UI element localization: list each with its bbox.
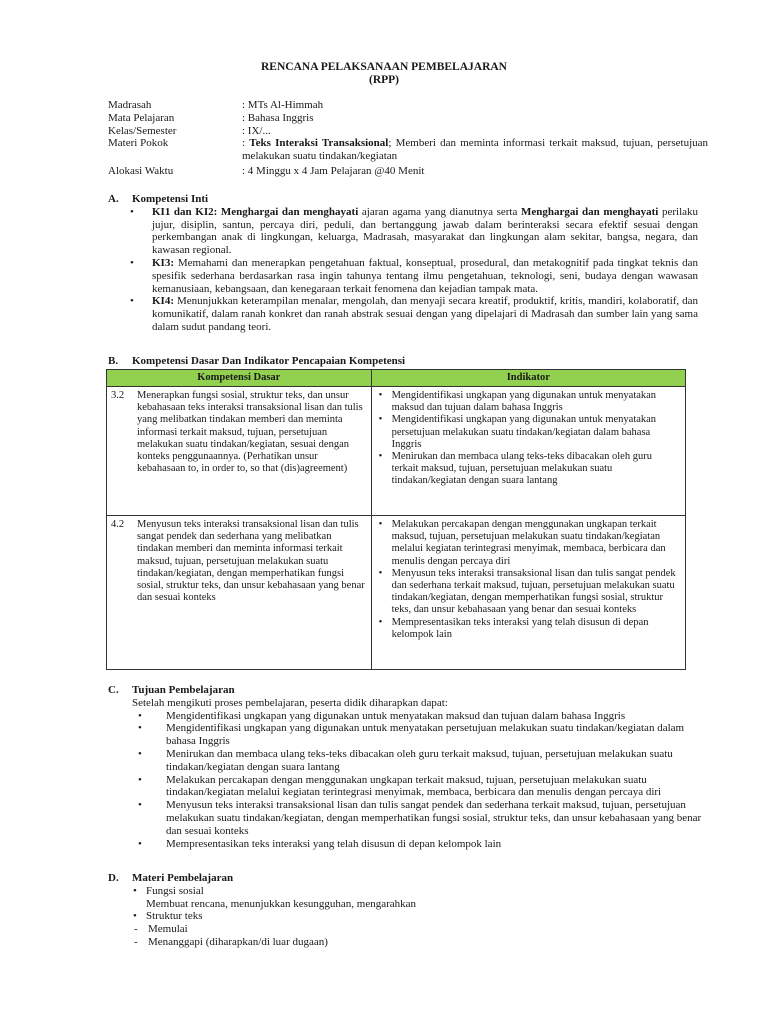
section-kd-heading <box>108 355 698 368</box>
list-item <box>132 799 708 837</box>
section-heading <box>108 355 698 368</box>
bullet-icon: • <box>138 747 142 760</box>
list-item <box>108 257 698 295</box>
dash-icon: - <box>134 935 138 948</box>
column-header: Indikator <box>371 370 685 387</box>
list-item <box>108 295 698 333</box>
indicator-text: Menirukan dan membaca ulang teks-teks dibacakan oleh guru terkait maksud, tujuan, persetujuan melakukan suatu tindakan/kegiatan dengan suara lantang <box>391 451 652 487</box>
section-heading <box>108 684 708 697</box>
table-header-row <box>107 370 686 387</box>
indicator-text: Mengidentifikasi ungkapan yang digunakan untuk menyatakan maksud dan tujuan dalam bahasa Inggris <box>391 390 657 414</box>
list-item <box>376 617 681 641</box>
list-item <box>376 414 681 451</box>
ki-list <box>108 206 698 334</box>
indicator-text: Mempresentasikan teks interaksi yang telah disusun di depan kelompok lain <box>391 616 649 640</box>
info-label: Kelas/Semester <box>108 124 177 137</box>
section-kompetensi-inti <box>108 193 698 334</box>
list-item <box>132 748 708 774</box>
info-row-kelas <box>108 125 708 138</box>
identity-block <box>108 99 708 178</box>
tujuan-text: Mempresentasikan teks interaksi yang telah disusun di depan kelompok lain <box>166 837 502 850</box>
indicator-cell <box>371 387 685 516</box>
section-title: Kompetensi Dasar Dan Indikator Pencapaian Kompetensi <box>132 355 406 367</box>
bullet-icon: • <box>133 910 137 923</box>
bullet-icon: • <box>138 799 142 812</box>
list-item <box>132 774 708 800</box>
bullet-icon: • <box>378 414 383 426</box>
section-title: Materi Pembelajaran <box>132 872 234 884</box>
column-header: Kompetensi Dasar <box>107 370 372 387</box>
kd-text: Menerapkan fungsi sosial, struktur teks, dan unsur kebahasaan teks interaksi transaksional lisan dan tulis yang melibatkan tindakan memberi dan meminta informasi terkait maksud, tujuan, persetujuan melakukan suatu tindakan/kegiatan, sesuai dengan konteks penggunaannya. (Perhatikan unsur kebahasaan to, in order to, so that (dis)agreement) <box>137 390 363 475</box>
tujuan-text: Mengidentifikasi ungkapan yang digunakan untuk menyatakan persetujuan melakukan suatu tindakan/kegiatan dalam bahasa Inggris <box>166 722 685 748</box>
bullet-icon: • <box>138 709 142 722</box>
indicator-text: Menyusun teks interaksi transaksional lisan dan tulis sangat pendek dan sederhana terkait maksud, tujuan, persetujuan melakukan suatu tindakan/kegiatan, dengan memperhatikan fungsi sosial, struktur teks, dan unsur kebahasaan yang benar dan sesuai konteks <box>391 567 676 616</box>
materi-item: Struktur teks <box>146 910 203 923</box>
ki-label: KI3: <box>152 256 174 269</box>
ki-label: KI4: <box>152 295 174 308</box>
kd-number: 3.2 <box>111 390 125 401</box>
list-item <box>132 910 708 923</box>
list-item <box>376 568 681 617</box>
list-item <box>132 838 708 851</box>
bullet-icon: • <box>130 295 134 308</box>
materi-desc: ; Memberi dan meminta informasi terkait maksud, tujuan, persetujuan melakukan suatu tindakan/kegiatan <box>242 137 709 163</box>
list-item <box>108 206 698 257</box>
bullet-icon: • <box>130 205 134 218</box>
list-item <box>132 923 708 936</box>
info-label: Mata Pelajaran <box>108 111 175 124</box>
ki-label: KI1 dan KI2: <box>152 205 218 218</box>
section-materi <box>108 872 708 949</box>
tujuan-list <box>132 710 708 851</box>
kd-number: 4.2 <box>111 519 125 530</box>
section-title: Kompetensi Inti <box>132 193 209 205</box>
kd-cell <box>107 516 372 670</box>
table-row <box>107 516 686 670</box>
tujuan-text: Menirukan dan membaca ulang teks-teks dibacakan oleh guru terkait maksud, tujuan, persetujuan melakukan suatu tindakan/kegiatan dengan suara lantang <box>166 747 673 773</box>
list-item <box>376 451 681 488</box>
tujuan-text: Melakukan percakapan dengan menggunakan ungkapan terkait maksud, tujuan, persetujuan melakukan suatu tindakan/kegiatan melalui kegiatan terintegrasi menyimak, membaca, berbicara dan menulis dengan percaya diri <box>166 773 662 799</box>
table-row <box>107 387 686 516</box>
list-item <box>376 390 681 414</box>
ki-emphasis: Menghargai dan menghayati <box>220 205 359 218</box>
info-value <box>242 137 708 163</box>
materi-subitem: Menanggapi (diharapkan/di luar dugaan) <box>148 935 328 948</box>
kd-indicator-table <box>106 369 686 670</box>
section-letter: B. <box>108 355 119 367</box>
document-title <box>0 61 768 87</box>
tujuan-text: Mengidentifikasi ungkapan yang digunakan untuk menyatakan maksud dan tujuan dalam bahasa Inggris <box>166 709 626 722</box>
dash-icon: - <box>134 923 138 936</box>
bullet-icon: • <box>130 256 134 269</box>
section-letter: C. <box>108 684 119 696</box>
bullet-icon: • <box>138 773 142 786</box>
list-item <box>132 722 708 748</box>
ki-text: ajaran agama yang dianutnya serta <box>361 205 518 218</box>
info-row-madrasah <box>108 99 708 112</box>
title-line-1: RENCANA PELAKSANAAN PEMBELAJARAN <box>261 61 507 73</box>
kd-cell <box>107 387 372 516</box>
materi-topic: Teks Interaksi Transaksional <box>249 137 389 150</box>
ki-text: Memahami dan menerapkan pengetahuan faktual, konseptual, prosedural, dan metakognitif pada tingkat teknis dan spesifik sederhana berdasarkan rasa ingin tahunya tentang ilmu pengetahuan, teknologi, seni, budaya dengan wawasan kemanusiaan, kebangsaan, dan kenegaraan terkait fenomena dan kejadian tampak mata. <box>152 256 698 295</box>
bullet-icon: • <box>138 837 142 850</box>
info-label: Materi Pokok <box>108 137 169 150</box>
tujuan-intro: Setelah mengikuti proses pembelajaran, peserta didik diharapkan dapat: <box>132 696 448 709</box>
materi-item: Fungsi sosial <box>146 884 204 897</box>
bullet-icon: • <box>378 519 383 530</box>
tujuan-text: Menyusun teks interaksi transaksional lisan dan tulis sangat pendek dan sederhana terkait maksud, tujuan, persetujuan melakukan suatu tindakan/kegiatan, dengan memperhatikan fungsi sosial, struktur teks, dan unsur kebahasaan yang benar dan sesuai konteks <box>166 799 702 837</box>
indicator-text: Mengidentifikasi ungkapan yang digunakan untuk menyatakan persetujuan melakukan suatu tindakan/kegiatan dalam bahasa Inggris <box>391 414 657 450</box>
section-letter: D. <box>108 872 119 884</box>
indicator-text: Melakukan percakapan dengan menggunakan ungkapan terkait maksud, tujuan, persetujuan melakukan suatu tindakan/kegiatan melalui kegiatan terintegrasi menyimak, membaca, berbicara dan menulis dengan percaya diri <box>391 519 666 567</box>
materi-detail: Membuat rencana, menunjukkan kesungguhan, mengarahkan <box>146 897 417 910</box>
section-letter: A. <box>108 193 119 205</box>
info-row-alokasi <box>108 165 708 178</box>
info-colon: : <box>242 137 250 150</box>
section-title: Tujuan Pembelajaran <box>132 684 235 696</box>
info-label: Madrasah <box>108 99 152 111</box>
bullet-icon: • <box>378 451 383 463</box>
list-item <box>132 885 708 898</box>
info-value: : 4 Minggu x 4 Jam Pelajaran @40 Menit <box>242 164 425 177</box>
title-line-2: (RPP) <box>368 74 399 86</box>
bullet-icon: • <box>378 390 383 401</box>
info-label: Alokasi Waktu <box>108 164 174 177</box>
info-row-materi <box>108 137 708 163</box>
info-value: : Bahasa Inggris <box>242 111 314 124</box>
ki-text: Menunjukkan keterampilan menalar, mengolah, dan menyaji secara kreatif, produktif, kritis, mandiri, kolaboratif, dan komunikatif, dalam ranah konkret dan ranah abstrak sesuai dengan yang dipelajari di Madrasah dan sumber lain yang sama dalam sudut pandang teori. <box>152 295 699 333</box>
list-item <box>376 519 681 568</box>
info-row-mapel <box>108 112 708 125</box>
list-item <box>132 710 708 723</box>
bullet-icon: • <box>133 884 137 897</box>
kd-text: Menyusun teks interaksi transaksional lisan dan tulis sangat pendek dan sederhana yang melibatkan tindakan memberi dan meminta informasi terkait maksud, tujuan, persetujuan melakukan suatu tindakan/kegiatan, dengan memperhatikan fungsi sosial, struktur teks, dan unsur kebahasaan yang benar dan sesuai konteks <box>137 519 365 604</box>
list-item <box>132 936 708 949</box>
bullet-icon: • <box>378 567 383 579</box>
section-heading <box>108 193 698 206</box>
info-value: : MTs Al-Himmah <box>242 99 324 111</box>
indicator-cell <box>371 516 685 670</box>
info-value: : IX/... <box>242 124 271 137</box>
bullet-icon: • <box>138 722 142 735</box>
section-heading <box>108 872 708 885</box>
ki-emphasis: Menghargai dan menghayati <box>520 205 659 218</box>
section-tujuan <box>108 684 708 850</box>
ki-text: perilaku jujur, disiplin, santun, percaya diri, peduli, dan bertanggung jawab dalam berinteraksi secara efektif sesuai dengan perkembangan anak di lingkungan, keluarga, Madrasah, masyarakat dan lingkungan alam sekitar, bangsa, negara, dan kawasan regional. <box>152 205 699 257</box>
bullet-icon: • <box>378 616 383 628</box>
materi-subitem: Memulai <box>148 923 188 936</box>
